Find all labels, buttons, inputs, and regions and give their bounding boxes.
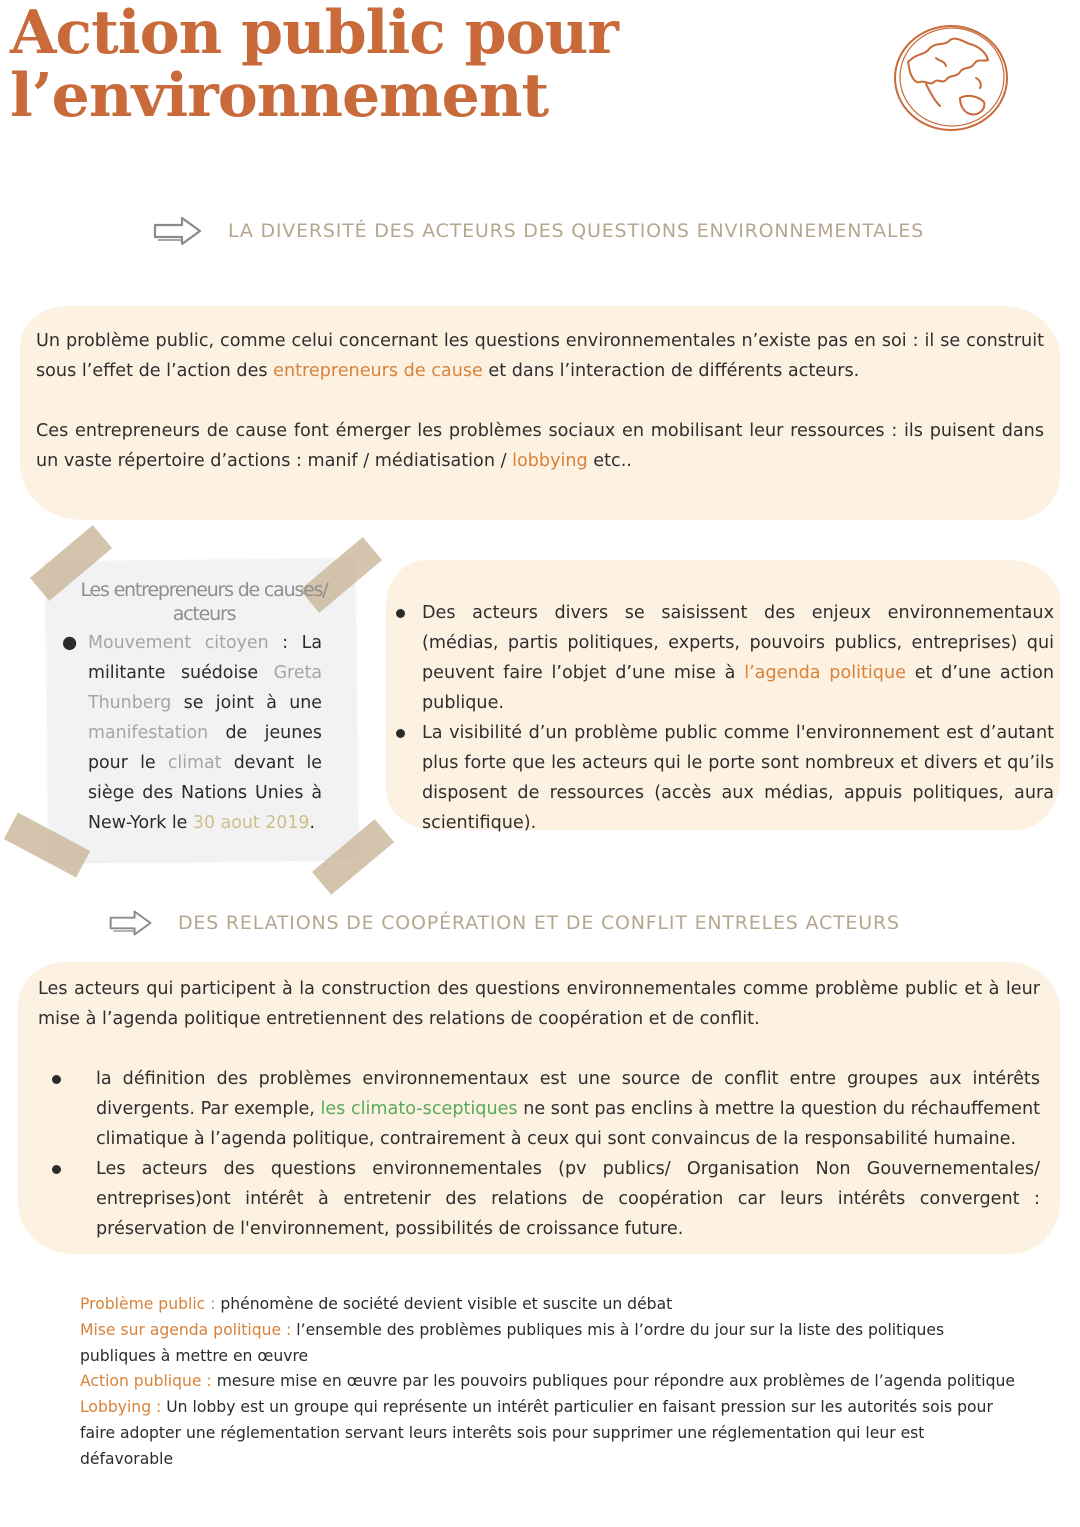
glossary-term: Lobbying :	[80, 1398, 162, 1417]
arrow-right-icon	[108, 906, 154, 940]
section-heading-diversity	[152, 214, 924, 248]
glossary-entry: Action publique : mesure mise en œuvre par les pouvoirs publiques pour répondre aux problèmes de l’agenda politique	[80, 1372, 1015, 1391]
globe-icon	[890, 22, 1012, 134]
page-title-line-2: l’environnement	[10, 61, 549, 131]
glossary-term: Action publique :	[80, 1372, 212, 1391]
highlight-lobbying: lobbying	[512, 451, 588, 471]
section-heading-text: LA DIVERSITÉ DES ACTEURS DES QUESTIONS ENVIRONNEMENTALES	[228, 220, 925, 242]
arrow-right-icon	[152, 214, 204, 248]
intro-paragraph-2: Ces entrepreneurs de cause font émerger les problèmes sociaux en mobilisant leur ressources : ils puisent dans un vaste répertoire d’actions : manif / médiatisation / lobbying etc..	[36, 421, 1044, 471]
list-item: La visibilité d’un problème public comme l'environnement est d’autant plus forte que les acteurs qui le porte sont nombreux et divers et qu’ils disposent de ressources (accès aux médias, appuis politiques, aura scientifique).	[392, 718, 1054, 838]
section-heading-text: DES RELATIONS DE COOPÉRATION ET DE CONFLIT ENTRELES ACTEURS	[178, 912, 900, 934]
intro-card	[20, 306, 1060, 520]
note-body	[60, 628, 322, 838]
glossary-entry: Mise sur agenda politique : l’ensemble des problèmes publiques mis à l’ordre du jour sur la liste des politiques publiques à mettre en œuvre	[80, 1320, 945, 1365]
glossary-term: Mise sur agenda politique :	[80, 1320, 292, 1339]
highlight-entrepreneurs: entrepreneurs de cause	[273, 361, 483, 381]
page-title	[10, 0, 618, 131]
highlight-climato-sceptiques: les climato-sceptiques	[320, 1099, 518, 1119]
section-heading-relations	[108, 906, 900, 940]
glossary-entry: Lobbying : Un lobby est un groupe qui représente un intérêt particulier en faisant pression sur les autorités sois pour faire adopter une réglementation servant leurs interêts sois pour supprimer une réglementation qui leur est défavorable	[80, 1398, 993, 1468]
page-title-line-1: Action public pour	[10, 0, 618, 68]
list-item: Les acteurs des questions environnementales (pv publics/ Organisation Non Gouvernementales/ entreprises)ont intérêt à entretenir des relations de coopération car leurs intérêts convergent : préservation de l'environnement, possibilités de croissance future.	[58, 1154, 1040, 1244]
relations-intro: Les acteurs qui participent à la construction des questions environnementales comme problème public et à leur mise à l’agenda politique entretiennent des relations de coopération et de conflit.	[38, 979, 1040, 1029]
glossary-entry: Problème public : phénomène de société devient visible et suscite un débat	[80, 1295, 673, 1313]
glossary	[80, 1292, 1020, 1473]
actors-card	[386, 560, 1060, 833]
note-text: Mouvement citoyen : La militante suédoise Greta Thunberg se joint à une manifestation de jeunes pour le climat devant le siège des Nations Unies à New-York le 30 aout 2019.	[88, 633, 323, 833]
note-title: Les entrepreneurs de causes/ acteurs	[80, 579, 328, 625]
bullet-icon: ●	[62, 633, 78, 653]
list-item: Des acteurs divers se saisissent des enjeux environnementaux (médias, partis politiques, experts, pouvoirs publics, entreprises) qui peuvent faire l’objet d’une mise à l’agenda politique et d’une action publique.	[392, 598, 1054, 718]
relations-card	[18, 962, 1060, 1254]
glossary-term: Problème public :	[80, 1295, 216, 1313]
intro-paragraph-1: Un problème public, comme celui concernant les questions environnementales n’existe pas en soi : il se construit sous l’effet de l’action des entrepreneurs de cause et dans l’interaction de différents acteurs.	[36, 331, 1044, 381]
highlight-agenda: l’agenda politique	[744, 663, 906, 683]
list-item: la définition des problèmes environnementaux est une source de conflit entre groupes aux intérêts divergents. Par exemple, les climato-sceptiques ne sont pas enclins à mettre la question du réchauffement climatique à l’agenda politique, contrairement à ceux qui sont convaincus de la responsabilité humaine.	[58, 1064, 1040, 1154]
